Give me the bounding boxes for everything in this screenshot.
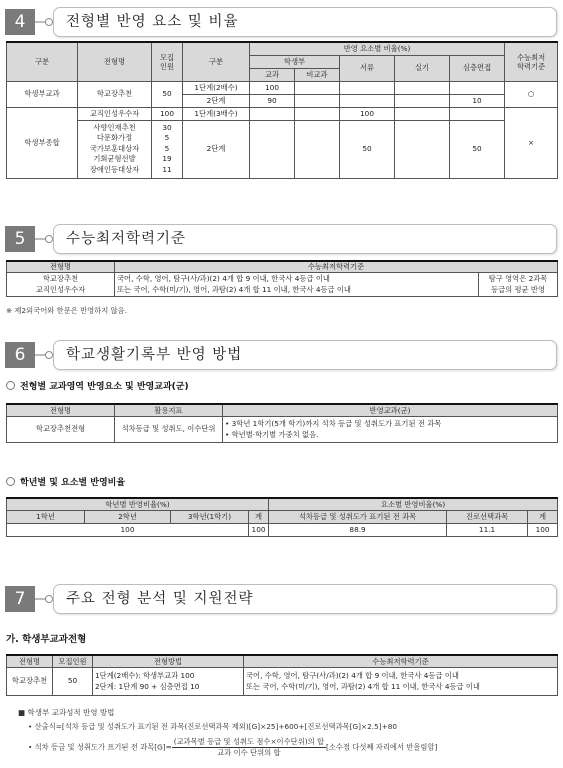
cell-name: 학교장추천: [42, 274, 79, 283]
cell-career: 11.1: [447, 523, 528, 536]
section-title: 학교생활기록부 반영 방법: [66, 347, 243, 363]
cell-method-line: 1단계(2배수): 학생부교과 100: [95, 671, 195, 680]
cell-name: 다문화가정: [96, 133, 133, 143]
cell-gyogwa: 100: [250, 81, 295, 94]
header-year1: 1학년: [7, 510, 85, 523]
csat-minimum-table: [6, 260, 558, 297]
cell-stage: 1단계(2배수): [183, 81, 250, 94]
header-seoryu: 서류: [340, 55, 395, 81]
cell-subjects-line: • 학년별·학기별 가중치 없음.: [225, 430, 319, 439]
header-sum: 계: [249, 510, 269, 523]
footnote: ※ 제2외국어와 한문은 반영하지 않음.: [6, 306, 128, 315]
formula-line: • 산출식=[석차 등급 및 성취도가 표기된 전 과목(진로선택과목 제외)[G]×25]+600+[진로선택과목[G]×2.5]+80: [28, 722, 397, 731]
section-number: 7: [5, 586, 35, 612]
header-csat: 수능최저 학력기준: [505, 42, 558, 81]
header-gyogwa: 교과: [250, 68, 295, 81]
cell-stage: 2단계: [183, 120, 250, 178]
cell-note: 등급의 평균 반영: [491, 285, 545, 294]
cell-gyogwa: 90: [250, 94, 295, 107]
strategy-table: [6, 654, 558, 696]
section-7-header: [5, 584, 557, 614]
cell-name: 학교장추천: [7, 667, 53, 695]
section-4-header: [5, 7, 557, 37]
section-title-box: [53, 7, 557, 37]
section-number: 5: [5, 226, 35, 252]
subsection-title-text: 전형별 교과영역 반영요소 및 반영교과(군): [20, 382, 189, 392]
header-name: 전형명: [78, 42, 152, 81]
cell-name: 학교장추천: [78, 81, 152, 107]
connector-dot-icon: [45, 351, 53, 359]
header-stage: 구분: [183, 42, 250, 81]
header-sum2: 계: [528, 510, 558, 523]
cell-quota: 5: [164, 143, 170, 153]
cell-standard-line: 국어, 수학, 영어, 탐구(사/과)(2) 4개 합 9 이내, 한국사 4등급 이내: [117, 274, 330, 283]
section-title-box: [53, 340, 557, 370]
cell-name: 학교장추천전형: [7, 416, 115, 442]
ring-bullet-icon: [6, 381, 15, 390]
section-title: 수능최저학력기준: [66, 231, 187, 247]
cell-csat-line: 국어, 수학, 영어, 탐구(사/과)(2) 4개 합 9 이내, 한국사 4등급 이내: [246, 671, 459, 680]
section-title: 주요 전형 분석 및 지원전략: [66, 591, 254, 607]
header-method: 전형방법: [93, 655, 244, 667]
header-quota: 모집 인원: [152, 42, 183, 81]
cell-gubun: 학생부교과: [7, 81, 78, 107]
header-silgi: 실기: [395, 55, 450, 81]
year-ratio-table: [6, 497, 558, 537]
cell-seoryu: 100: [340, 107, 395, 120]
header-hakseng: 학생부: [250, 55, 340, 68]
bullet-heading: ■ 학생부 교과성적 반영 방법: [18, 708, 115, 717]
header-year3: 3학년(1학기): [171, 510, 249, 523]
section-5-header: [5, 224, 557, 254]
subsection-title-text: 학년별 및 요소별 반영비율: [20, 478, 126, 488]
section-6-header: [5, 340, 557, 370]
connector-dot-icon: [45, 595, 53, 603]
header-ratio: 반영 요소별 비율(%): [250, 42, 505, 55]
header-csat: 수능최저학력기준: [244, 655, 558, 667]
cell-quota: 19: [162, 154, 172, 164]
header-index: 활용지표: [115, 404, 223, 416]
header-ranked: 석차등급 및 성취도가 표기된 전 과목: [269, 510, 447, 523]
formula-lhs: • 석차 등급 및 성취도가 표기된 전 과목[G]=: [28, 742, 172, 752]
cell-sum: 100: [249, 523, 269, 536]
subsection-title: [6, 475, 125, 488]
formula-rounding: [소수점 다섯째 자리에서 반올림함]: [326, 742, 438, 752]
header-name: 전형명: [7, 655, 53, 667]
cell-quota: 5: [164, 133, 170, 143]
cell-stage: 1단계(3배수): [183, 107, 250, 120]
fraction-numerator: (교과목별 등급 및 성취도 점수×이수단위)의 합: [173, 737, 325, 746]
cell-csat-line: 또는 국어, 수학(미/기), 영어, 과탐(2) 4개 합 11 이내, 한국사 4등급 이내: [246, 682, 480, 691]
header-interview: 심층면접: [450, 55, 505, 81]
cell-interview: 10: [450, 94, 505, 107]
header-year2: 2학년: [85, 510, 171, 523]
cell-note: 탐구 영역은 2과목: [488, 274, 548, 283]
cell-sum2: 100: [528, 523, 558, 536]
header-gubun: 구분: [7, 42, 78, 81]
header-quota: 모집인원: [53, 655, 93, 667]
cell-name: 교직인성우수자: [78, 107, 152, 120]
cell-quota: 11: [162, 164, 172, 174]
header-bigyogwa: 비교과: [295, 68, 340, 81]
cell-stage: 2단계: [183, 94, 250, 107]
cell-quota: 50: [53, 667, 93, 695]
cell-csat: ×: [505, 107, 558, 178]
fraction-denominator: 교과 이수 단위의 합: [217, 748, 281, 757]
cell-seoryu: 50: [340, 120, 395, 178]
subject-reflection-table: [6, 403, 558, 443]
section-title-box: [53, 584, 557, 614]
cell-name: 장애인등대상자: [89, 164, 140, 174]
header-year-ratio: 학년별 반영비율(%): [7, 498, 269, 510]
header-standard: 수능최저학력기준: [115, 261, 558, 272]
header-career: 진로선택과목: [447, 510, 528, 523]
cell-quota: 100: [152, 107, 183, 120]
cell-subjects-line: • 3학년 1학기(5개 학기)까지 석차 등급 및 성취도가 표기된 전 과목: [225, 419, 442, 428]
cell-ranked: 88.9: [269, 523, 447, 536]
cell-quota: 30: [162, 122, 172, 132]
cell-name: 기회균형선발: [93, 154, 136, 164]
cell-quota: 50: [152, 81, 183, 107]
section-title-box: [53, 224, 557, 254]
section-title: 전형별 반영 요소 및 비율: [66, 14, 239, 30]
connector-dot-icon: [45, 18, 53, 26]
connector-dot-icon: [45, 235, 53, 243]
cell-years: 100: [7, 523, 249, 536]
header-elem-ratio: 요소별 반영비율(%): [269, 498, 558, 510]
cell-csat: ○: [505, 81, 558, 107]
cell-interview: 50: [450, 120, 505, 178]
cell-name: 사향인재추천: [93, 122, 136, 132]
formula-line: [28, 737, 437, 758]
section-number: 6: [5, 342, 35, 368]
cell-standard-line: 또는 국어, 수학(미/기), 영어, 과탐(2) 4개 합 11 이내, 한국사 4등급 이내: [117, 285, 351, 294]
header-name: 전형명: [7, 404, 115, 416]
section-number: 4: [5, 9, 35, 35]
subsection-title: [6, 379, 189, 392]
selection-ratio-table: [6, 41, 558, 179]
cell-index: 석차등급 및 성취도, 이수단위: [115, 416, 223, 442]
formula-fraction: [172, 737, 326, 758]
cell-name: 국가보훈대상자: [89, 143, 140, 153]
cell-name: 교직인성우수자: [35, 285, 86, 294]
ring-bullet-icon: [6, 477, 15, 486]
header-subjects: 반영교과(군): [223, 404, 558, 416]
cell-gubun: 학생부종합: [7, 107, 78, 178]
header-name: 전형명: [7, 261, 115, 272]
subsection-title: 가. 학생부교과전형: [6, 634, 87, 645]
cell-method-line: 2단계: 1단계 90 + 심층면접 10: [95, 682, 200, 691]
